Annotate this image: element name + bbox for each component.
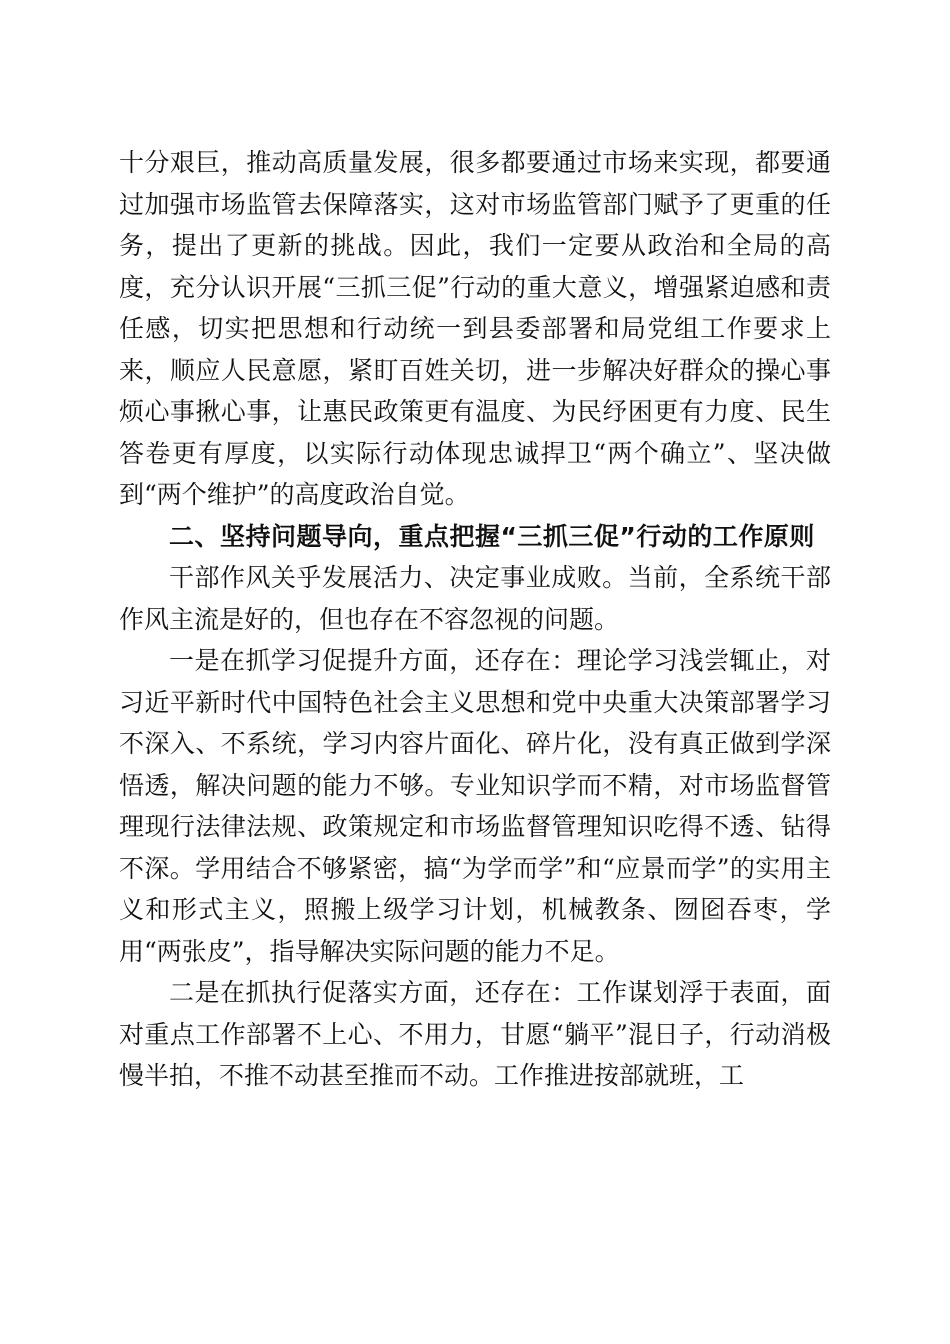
document-body [119,142,831,1097]
paragraph-intro: 干部作风关乎发展活力、决定事业成败。当前，全系统干部作风主流是好的，但也存在不容忽视的问题。 [119,563,831,634]
paragraph-continuation: 十分艰巨，推动高质量发展，很多都要通过市场来实现，都要通过加强市场监管去保障落实，这对市场监管部门赋予了更重的任务，提出了更新的挑战。因此，我们一定要从政治和全局的高度，充分认识开展“三抓三促”行动的重大意义，增强紧迫感和责任感，切实把思想和行动统一到县委部署和局党组工作要求上来，顺应人民意愿，紧盯百姓关切，进一步解决好群众的操心事烦心事揪心事，让惠民政策更有温度、为民纾困更有力度、民生答卷更有厚度，以实际行动体现忠诚捍卫“两个确立”、坚决做到“两个维护”的高度政治自觉。 [119,148,831,509]
section-heading: 二、坚持问题导向，重点把握“三抓三促”行动的工作原则 [169,521,815,551]
paragraph-execution: 二是在抓执行促落实方面，还存在：工作谋划浮于表面，面对重点工作部署不上心、不用力，甘愿“躺平”混日子，行动消极慢半拍，不推不动甚至推而不动。工作推进按部就班，工 [119,978,831,1090]
paragraph-study: 一是在抓学习促提升方面，还存在：理论学习浅尝辄止，对习近平新时代中国特色社会主义思想和党中央重大决策部署学习不深入、不系统，学习内容片面化、碎片化，没有真正做到学深悟透，解决问题的能力不够。专业知识学而不精，对市场监督管理现行法律法规、政策规定和市场监督管理知识吃得不透、钻得不深。学用结合不够紧密，搞“为学而学”和“应景而学”的实用主义和形式主义，照搬上级学习计划，机械教条、囫囵吞枣，学用“两张皮”，指导解决实际问题的能力不足。 [119,646,831,966]
